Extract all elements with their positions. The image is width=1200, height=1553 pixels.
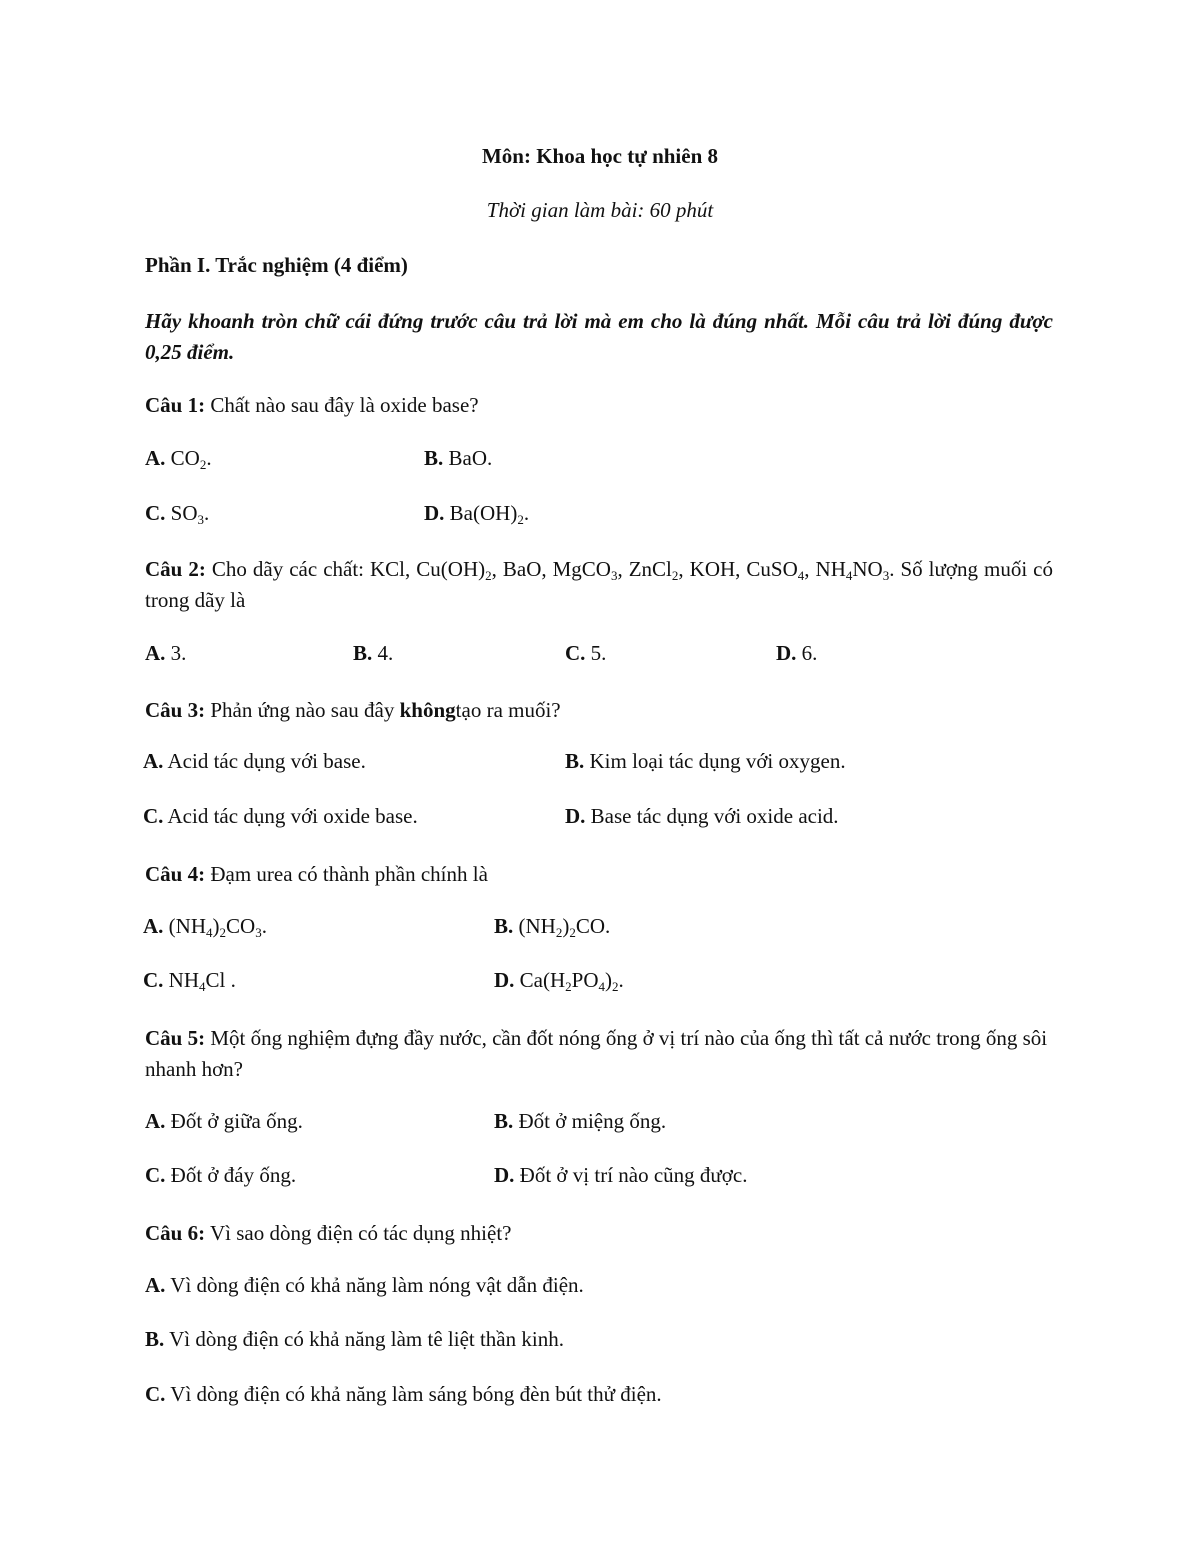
q3-option-a[interactable]: A. Acid tác dụng với base. <box>143 749 366 773</box>
subject-title: Môn: Khoa học tự nhiên 8 <box>481 144 719 168</box>
q6-option-b[interactable]: B. Vì dòng điện có khả năng làm tê liệt thần kinh. <box>145 1327 564 1351</box>
q3-option-c[interactable]: C. Acid tác dụng với oxide base. <box>143 804 418 828</box>
q5-option-a[interactable]: A. Đốt ở giữa ống. <box>145 1109 303 1133</box>
question-3: Câu 3: Phản ứng nào sau đây khôngtạo ra muối? <box>145 698 561 722</box>
q4-option-c[interactable]: C. $NH_4Cl$ . <box>143 968 236 994</box>
q4-option-b[interactable]: B. $(NH_2)_2CO$. <box>494 914 611 940</box>
question-1 <box>145 390 1055 421</box>
q2-option-c[interactable]: C. 5. <box>565 641 607 665</box>
q4-option-a[interactable]: A. $(NH_4)_2CO_3$. <box>143 914 267 940</box>
q5-option-d[interactable]: D. Đốt ở vị trí nào cũng được. <box>494 1163 748 1187</box>
q1-option-b[interactable]: B. BaO. <box>424 446 493 470</box>
q5-option-b[interactable]: B. Đốt ở miệng ống. <box>494 1109 667 1133</box>
q2-option-a[interactable]: A. 3. <box>145 641 187 665</box>
q3-option-b[interactable]: B. Kim loại tác dụng với oxygen. <box>565 749 846 773</box>
question-text: Chất nào sau đây là oxide base? <box>210 393 479 417</box>
q1-option-d[interactable]: D. $Ba(OH)_2$. <box>424 501 530 527</box>
section-title: Phần I. Trắc nghiệm (4 điểm) <box>145 253 408 277</box>
q6-option-c[interactable]: C. Vì dòng điện có khả năng làm sáng bóng đèn bút thử điện. <box>145 1382 662 1406</box>
question-label: Câu 2: <box>145 557 206 581</box>
question-label: Câu 6: <box>145 1221 206 1245</box>
question-2: Câu 2: Cho dãy các chất: KCl, $Cu(OH)_2$, BaO, MgCO$_3$, ZnCl$_2$, KOH, CuSO$_4$, $NH_4NO_3$. Số lượng muối có trong dãy là <box>145 557 1053 612</box>
question-label: Câu 1: <box>145 393 206 417</box>
q3-option-d[interactable]: D. Base tác dụng với oxide acid. <box>565 804 839 828</box>
q1-option-a[interactable]: A. $CO_2$. <box>145 446 212 472</box>
q2-option-b[interactable]: B. 4. <box>353 641 394 665</box>
question-4: Câu 4: Đạm urea có thành phần chính là <box>145 862 488 886</box>
q6-option-a[interactable]: A. Vì dòng điện có khả năng làm nóng vật dẫn điện. <box>145 1273 584 1297</box>
time-limit: Thời gian làm bài: 60 phút <box>486 198 714 222</box>
q5-option-c[interactable]: C. Đốt ở đáy ống. <box>145 1163 297 1187</box>
question-5: Câu 5: Một ống nghiệm đựng đầy nước, cần đốt nóng ống ở vị trí nào của ống thì tất cả nước trong ống sôi nhanh hơn? <box>145 1026 1048 1081</box>
q4-option-d[interactable]: D. $Ca(H_2PO_4)_2$. <box>494 968 624 994</box>
section-instruction: Hãy khoanh tròn chữ cái đứng trước câu trả lời mà em cho là đúng nhất. Mỗi câu trả lời đúng được 0,25 điểm. <box>145 309 1053 364</box>
q1-option-c[interactable]: C. $SO_3$. <box>145 501 210 527</box>
question-label: Câu 5: <box>145 1026 206 1050</box>
question-label: Câu 4: <box>145 862 206 886</box>
question-6: Câu 6: Vì sao dòng điện có tác dụng nhiệt? <box>145 1221 512 1245</box>
question-label: Câu 3: <box>145 698 206 722</box>
q2-option-d[interactable]: D. 6. <box>776 641 818 665</box>
